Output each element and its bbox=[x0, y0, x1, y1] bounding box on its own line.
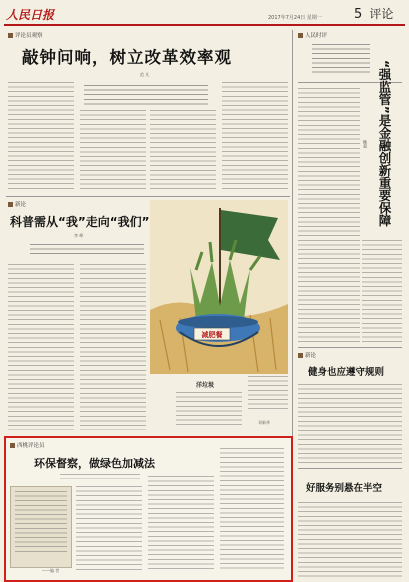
people-body-col1 bbox=[298, 88, 360, 343]
service-body bbox=[298, 502, 402, 578]
masthead-logo: 人民日报 bbox=[6, 8, 55, 22]
service-headline: 好服务别悬在半空 bbox=[306, 483, 383, 494]
page-section: 评论 bbox=[369, 7, 394, 21]
highlighted-headline[interactable]: 环保督察，做绿色加减法 bbox=[34, 457, 155, 470]
cartoon-poem bbox=[248, 376, 288, 410]
issue-date: 2017年7月24日 星期一 bbox=[268, 15, 322, 21]
section-tag-new-theory: 新论 bbox=[298, 351, 316, 359]
science-headline: 科普需从“我”走向“我们” bbox=[10, 215, 150, 229]
science-body-col1 bbox=[8, 264, 74, 430]
divider bbox=[6, 196, 290, 197]
people-lead bbox=[312, 44, 370, 76]
fitness-body bbox=[298, 384, 402, 464]
page-number-and-section bbox=[354, 5, 393, 22]
cartoon-illustration bbox=[150, 200, 288, 374]
fitness-headline: 健身也应遵守规则 bbox=[308, 367, 385, 378]
highlighted-byline bbox=[60, 474, 140, 479]
cartoon-caption-title: 洋垃圾 bbox=[196, 382, 215, 389]
highlighted-body-col2 bbox=[148, 476, 214, 572]
science-byline: 李 峥 bbox=[74, 233, 84, 238]
science-lead bbox=[30, 244, 144, 258]
commentary-body-col2 bbox=[80, 110, 146, 190]
section-tag-highlighted: 西桃评论员 bbox=[10, 441, 45, 449]
section-tag-science: 新论 bbox=[8, 200, 26, 208]
highlighted-signature: ——编 者 bbox=[42, 568, 60, 573]
commentary-body-col3 bbox=[150, 110, 216, 190]
cartoon-caption-text bbox=[176, 392, 242, 426]
cartoon-signboard: 减肥餐 bbox=[201, 331, 223, 339]
cartoon-author: 邓新华 bbox=[258, 420, 270, 425]
commentary-body-col4 bbox=[222, 82, 288, 190]
section-tag-commentary: 评论员观察 bbox=[8, 31, 43, 39]
header-rule bbox=[4, 24, 405, 26]
people-byline: 鲍超 bbox=[363, 140, 368, 148]
highlighted-sidebar-text bbox=[15, 491, 67, 555]
science-body-col2 bbox=[80, 264, 146, 430]
page-number: 5 bbox=[354, 7, 363, 22]
editorial-cartoon bbox=[150, 200, 288, 374]
highlighted-sidebar-box bbox=[10, 486, 72, 568]
highlighted-body-col1 bbox=[76, 486, 142, 572]
highlighted-body-col3 bbox=[220, 448, 284, 572]
divider bbox=[298, 468, 402, 469]
people-vertical-headline: “强监管”是金融创新重要保障 bbox=[377, 60, 392, 227]
section-tag-people: 人民时评 bbox=[298, 31, 327, 39]
commentary-body-col1 bbox=[8, 82, 74, 190]
people-body-col2 bbox=[362, 240, 402, 343]
commentary-lead bbox=[84, 85, 208, 107]
divider bbox=[298, 347, 402, 348]
commentary-byline: 范 凡 bbox=[140, 72, 150, 77]
commentary-headline: 敲钟问响，树立改革效率观 bbox=[22, 48, 232, 67]
